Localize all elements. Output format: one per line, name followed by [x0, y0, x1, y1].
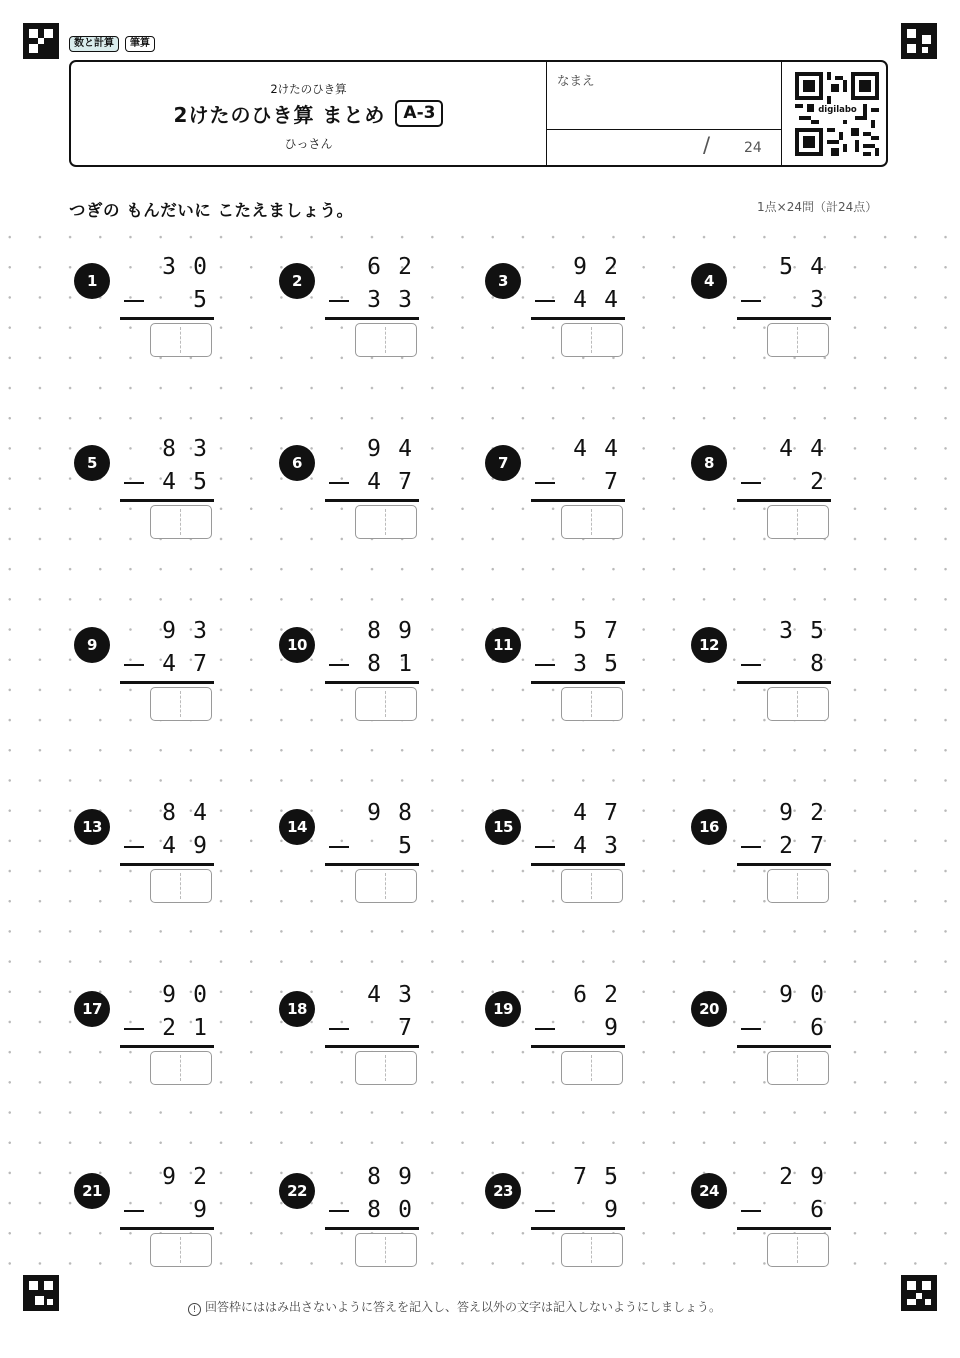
digit-divider [797, 1055, 798, 1081]
digit-divider [385, 873, 386, 899]
answer-box[interactable] [767, 505, 829, 539]
subtrahend-tens-digit [567, 467, 593, 497]
sum-line [531, 317, 625, 320]
subtrahend-ones-digit: 7 [398, 1015, 412, 1041]
problem [485, 616, 675, 726]
subtrahend-tens-digit [567, 1195, 593, 1225]
minuend-tens-digit: 9 [162, 982, 176, 1008]
minus-sign [329, 300, 349, 302]
sum-line [120, 317, 214, 320]
minus-sign [741, 1210, 761, 1212]
digit-divider [180, 327, 181, 353]
problem-number: 7 [485, 445, 521, 481]
problem-number: 2 [279, 263, 315, 299]
minus-sign [535, 664, 555, 666]
problem-number: 4 [691, 263, 727, 299]
digit-divider [385, 691, 386, 717]
minuend-tens-digit: 5 [779, 254, 793, 280]
digit-divider [797, 327, 798, 353]
subtrahend-ones-digit: 9 [193, 1197, 207, 1223]
problem-number: 16 [691, 809, 727, 845]
sum-line [531, 1227, 625, 1230]
digit-divider [591, 691, 592, 717]
problem-number: 23 [485, 1173, 521, 1209]
minuend-tens-digit: 9 [779, 800, 793, 826]
minuend-tens-digit: 9 [573, 254, 587, 280]
problem [279, 1162, 469, 1272]
subtrahend-ones-digit: 2 [810, 469, 824, 495]
problem-number: 24 [691, 1173, 727, 1209]
subtrahend-ones-digit: 7 [810, 833, 824, 859]
minuend-tens-digit: 2 [779, 1164, 793, 1190]
score-total: 24 [744, 140, 762, 156]
answer-box[interactable] [355, 869, 417, 903]
sum-line [325, 1227, 419, 1230]
problem [279, 616, 469, 726]
sum-line [325, 499, 419, 502]
problem-number: 18 [279, 991, 315, 1027]
category-tags [69, 36, 155, 52]
subtrahend-tens-digit [361, 1013, 387, 1043]
problem-number: 1 [74, 263, 110, 299]
minuend-ones-digit: 2 [193, 1164, 207, 1190]
answer-box[interactable] [150, 869, 212, 903]
minuend-tens-digit: 9 [779, 982, 793, 1008]
problem-number: 10 [279, 627, 315, 663]
subtrahend-ones-digit: 7 [604, 469, 618, 495]
answer-box[interactable] [561, 687, 623, 721]
answer-box[interactable] [561, 323, 623, 357]
info-icon: ! [188, 1303, 201, 1316]
subtrahend-ones-digit: 6 [810, 1197, 824, 1223]
answer-box[interactable] [767, 323, 829, 357]
problem [691, 434, 881, 544]
problem-number: 22 [279, 1173, 315, 1209]
minuend-ones-digit: 4 [193, 800, 207, 826]
subtrahend-tens-digit: 8 [367, 1197, 381, 1223]
footer-note-text: 回答枠にははみ出さないように答えを記入し、答え以外の文字は記入しないようにしましょう。 [205, 1300, 722, 1314]
answer-box[interactable] [355, 1051, 417, 1085]
minus-sign [741, 846, 761, 848]
subtrahend-ones-digit: 9 [604, 1197, 618, 1223]
subtrahend-ones-digit: 5 [193, 287, 207, 313]
subtrahend-tens-digit: 4 [367, 469, 381, 495]
sum-line [737, 681, 831, 684]
minuend-ones-digit: 0 [810, 982, 824, 1008]
minuend-ones-digit: 0 [193, 982, 207, 1008]
minuend-ones-digit: 0 [193, 254, 207, 280]
minuend-tens-digit: 3 [162, 254, 176, 280]
subtrahend-ones-digit: 6 [810, 1015, 824, 1041]
subtrahend-ones-digit: 9 [193, 833, 207, 859]
minus-sign [124, 664, 144, 666]
subtrahend-ones-digit: 5 [193, 469, 207, 495]
minuend-tens-digit: 3 [779, 618, 793, 644]
digit-divider [591, 327, 592, 353]
level-badge: A-3 [395, 100, 443, 127]
subtrahend-ones-digit: 9 [604, 1015, 618, 1041]
qr-label: digilabo [814, 104, 861, 116]
problem [485, 980, 675, 1090]
subtrahend-tens-digit: 2 [162, 1015, 176, 1041]
problem [691, 616, 881, 726]
subtrahend-ones-digit: 7 [193, 651, 207, 677]
subtrahend-tens-digit [156, 1195, 182, 1225]
subtrahend-ones-digit: 1 [398, 651, 412, 677]
minus-sign [124, 482, 144, 484]
minuend-tens-digit: 9 [367, 436, 381, 462]
digit-divider [591, 509, 592, 535]
minuend-tens-digit: 7 [573, 1164, 587, 1190]
subtrahend-tens-digit [156, 285, 182, 315]
digit-divider [385, 327, 386, 353]
name-field[interactable] [546, 62, 781, 130]
problem-number: 12 [691, 627, 727, 663]
minus-sign [329, 1210, 349, 1212]
problem [279, 980, 469, 1090]
minuend-ones-digit: 4 [398, 436, 412, 462]
minuend-ones-digit: 2 [398, 254, 412, 280]
footer-note [188, 1298, 721, 1316]
minus-sign [741, 482, 761, 484]
minuend-ones-digit: 5 [604, 1164, 618, 1190]
answer-box[interactable] [561, 1233, 623, 1267]
minus-sign [535, 1028, 555, 1030]
subtrahend-ones-digit: 1 [193, 1015, 207, 1041]
minuend-ones-digit: 2 [810, 800, 824, 826]
qr-area [781, 62, 887, 165]
minus-sign [329, 846, 349, 848]
subtrahend-tens-digit [567, 1013, 593, 1043]
sum-line [737, 1227, 831, 1230]
minus-sign [741, 664, 761, 666]
minus-sign [124, 1028, 144, 1030]
subtrahend-tens-digit: 4 [162, 833, 176, 859]
minus-sign [741, 1028, 761, 1030]
subtrahend-ones-digit: 3 [810, 287, 824, 313]
answer-box[interactable] [767, 1233, 829, 1267]
sum-line [737, 499, 831, 502]
minuend-tens-digit: 8 [162, 800, 176, 826]
answer-box[interactable] [767, 687, 829, 721]
problem [485, 252, 675, 362]
worksheet-subtitle: 2けたのひき算 [270, 82, 347, 96]
problem [74, 434, 264, 544]
minuend-ones-digit: 3 [193, 436, 207, 462]
problem-number: 8 [691, 445, 727, 481]
problem-number: 20 [691, 991, 727, 1027]
minuend-tens-digit: 4 [779, 436, 793, 462]
alignment-marker-top-left [23, 23, 59, 59]
answer-box[interactable] [150, 1051, 212, 1085]
digit-divider [180, 691, 181, 717]
minuend-tens-digit: 9 [162, 1164, 176, 1190]
digit-divider [385, 1237, 386, 1263]
answer-box[interactable] [355, 1233, 417, 1267]
problem-number: 14 [279, 809, 315, 845]
minuend-tens-digit: 4 [573, 800, 587, 826]
minuend-tens-digit: 6 [573, 982, 587, 1008]
sum-line [325, 1045, 419, 1048]
minus-sign [124, 300, 144, 302]
minus-sign [329, 664, 349, 666]
minuend-ones-digit: 9 [398, 618, 412, 644]
answer-box[interactable] [355, 687, 417, 721]
problem [691, 1162, 881, 1272]
digit-divider [797, 691, 798, 717]
answer-box[interactable] [355, 505, 417, 539]
minus-sign [741, 300, 761, 302]
subtrahend-tens-digit: 8 [367, 651, 381, 677]
title-reading: ひっさん [284, 137, 333, 151]
problem-number: 15 [485, 809, 521, 845]
subtrahend-ones-digit: 5 [398, 833, 412, 859]
subtrahend-ones-digit: 8 [810, 651, 824, 677]
answer-box[interactable] [561, 505, 623, 539]
answer-box[interactable] [150, 323, 212, 357]
answer-box[interactable] [561, 1051, 623, 1085]
minuend-tens-digit: 4 [573, 436, 587, 462]
subtrahend-tens-digit: 4 [573, 287, 587, 313]
sum-line [737, 863, 831, 866]
minus-sign [329, 1028, 349, 1030]
minuend-ones-digit: 4 [810, 254, 824, 280]
subtrahend-tens-digit [361, 831, 387, 861]
problem-number: 17 [74, 991, 110, 1027]
problem-number: 9 [74, 627, 110, 663]
subtrahend-tens-digit [773, 649, 799, 679]
tag-category: 数と計算 [69, 36, 119, 52]
subtrahend-ones-digit: 3 [398, 287, 412, 313]
digit-divider [797, 873, 798, 899]
minuend-tens-digit: 5 [573, 618, 587, 644]
subtrahend-tens-digit: 4 [162, 469, 176, 495]
problem [691, 980, 881, 1090]
minuend-ones-digit: 3 [398, 982, 412, 1008]
alignment-marker-top-right [901, 23, 937, 59]
sum-line [120, 1045, 214, 1048]
minuend-ones-digit: 2 [604, 254, 618, 280]
problem [74, 798, 264, 908]
problem [74, 980, 264, 1090]
digit-divider [180, 1237, 181, 1263]
answer-box[interactable] [150, 687, 212, 721]
sum-line [120, 1227, 214, 1230]
instruction-text: つぎの もんだいに こたえましょう。 [69, 197, 354, 221]
minus-sign [124, 846, 144, 848]
problem-number: 21 [74, 1173, 110, 1209]
problem-number: 11 [485, 627, 521, 663]
digit-divider [180, 509, 181, 535]
problem-number: 13 [74, 809, 110, 845]
title-area [71, 62, 547, 165]
sum-line [120, 499, 214, 502]
subtrahend-ones-digit: 5 [604, 651, 618, 677]
subtrahend-ones-digit: 4 [604, 287, 618, 313]
subtrahend-tens-digit [773, 1013, 799, 1043]
digit-divider [591, 1237, 592, 1263]
minuend-tens-digit: 9 [162, 618, 176, 644]
answer-box[interactable] [767, 1051, 829, 1085]
answer-box[interactable] [150, 1233, 212, 1267]
sum-line [737, 317, 831, 320]
minus-sign [535, 846, 555, 848]
subtrahend-tens-digit [773, 467, 799, 497]
digit-divider [797, 509, 798, 535]
problem [74, 252, 264, 362]
minuend-ones-digit: 4 [604, 436, 618, 462]
digit-divider [385, 509, 386, 535]
sum-line [325, 681, 419, 684]
minus-sign [124, 1210, 144, 1212]
problem-number: 5 [74, 445, 110, 481]
name-label: なまえ [557, 73, 595, 88]
digit-divider [180, 873, 181, 899]
sum-line [120, 863, 214, 866]
sum-line [531, 1045, 625, 1048]
digit-divider [591, 873, 592, 899]
answer-box[interactable] [355, 323, 417, 357]
minuend-tens-digit: 4 [367, 982, 381, 1008]
minuend-ones-digit: 9 [398, 1164, 412, 1190]
alignment-marker-bottom-right [901, 1275, 937, 1311]
digit-divider [591, 1055, 592, 1081]
minuend-ones-digit: 4 [810, 436, 824, 462]
problem-number: 3 [485, 263, 521, 299]
problem [279, 252, 469, 362]
minuend-tens-digit: 8 [367, 1164, 381, 1190]
problem-number: 6 [279, 445, 315, 481]
sum-line [325, 863, 419, 866]
sum-line [737, 1045, 831, 1048]
problem-number: 19 [485, 991, 521, 1027]
sum-line [531, 681, 625, 684]
problem [485, 1162, 675, 1272]
problem [691, 798, 881, 908]
problem [485, 434, 675, 544]
digit-divider [385, 1055, 386, 1081]
subtrahend-ones-digit: 3 [604, 833, 618, 859]
problem [691, 252, 881, 362]
subtrahend-tens-digit: 4 [573, 833, 587, 859]
scoring-note: 1点×24問（計24点） [757, 200, 878, 214]
problem [485, 798, 675, 908]
minuend-tens-digit: 6 [367, 254, 381, 280]
minus-sign [535, 300, 555, 302]
alignment-marker-bottom-left [23, 1275, 59, 1311]
score-field[interactable] [546, 129, 781, 165]
minuend-ones-digit: 2 [604, 982, 618, 1008]
minuend-ones-digit: 3 [193, 618, 207, 644]
worksheet-title: 2けたのひき算 まとめ [173, 103, 386, 127]
subtrahend-tens-digit: 3 [367, 287, 381, 313]
sum-line [531, 863, 625, 866]
minuend-ones-digit: 9 [810, 1164, 824, 1190]
answer-box[interactable] [150, 505, 212, 539]
subtrahend-tens-digit [773, 285, 799, 315]
title-row [71, 99, 546, 128]
tag-subcategory: 筆算 [125, 36, 155, 52]
minuend-ones-digit: 8 [398, 800, 412, 826]
sum-line [120, 681, 214, 684]
minuend-ones-digit: 7 [604, 618, 618, 644]
answer-box[interactable] [767, 869, 829, 903]
sum-line [531, 499, 625, 502]
subtrahend-tens-digit [773, 1195, 799, 1225]
problem [279, 798, 469, 908]
subtrahend-tens-digit: 2 [779, 833, 793, 859]
worksheet-header [69, 60, 888, 167]
minus-sign [329, 482, 349, 484]
subtrahend-ones-digit: 7 [398, 469, 412, 495]
minus-sign [535, 482, 555, 484]
minuend-ones-digit: 7 [604, 800, 618, 826]
subtrahend-ones-digit: 0 [398, 1197, 412, 1223]
minuend-ones-digit: 5 [810, 618, 824, 644]
digit-divider [180, 1055, 181, 1081]
sum-line [325, 317, 419, 320]
minuend-tens-digit: 8 [162, 436, 176, 462]
score-slash: / [703, 133, 711, 157]
answer-box[interactable] [561, 869, 623, 903]
problem [74, 616, 264, 726]
problem [74, 1162, 264, 1272]
minuend-tens-digit: 8 [367, 618, 381, 644]
problem [279, 434, 469, 544]
minuend-tens-digit: 9 [367, 800, 381, 826]
subtrahend-tens-digit: 4 [162, 651, 176, 677]
minus-sign [535, 1210, 555, 1212]
digit-divider [797, 1237, 798, 1263]
subtrahend-tens-digit: 3 [573, 651, 587, 677]
